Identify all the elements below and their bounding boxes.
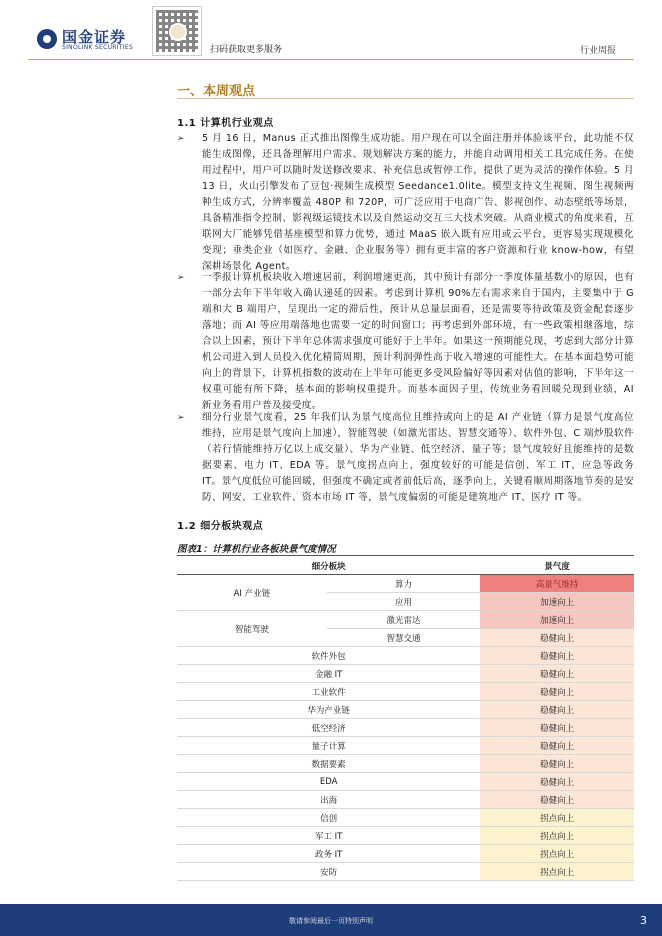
subsection-title-industry: 1.1 计算机行业观点 <box>177 118 274 129</box>
bullet-arrow-icon: ➢ <box>177 413 185 423</box>
qr-badge-icon <box>169 23 187 41</box>
table-cell-segment: 金融 IT <box>177 665 480 683</box>
table-cell-segment: 出海 <box>177 791 480 809</box>
table-cell-level: 加速向上 <box>480 611 634 629</box>
header-divider <box>28 59 634 60</box>
table-row <box>177 665 634 683</box>
table-cell-level: 稳健向上 <box>480 683 634 701</box>
table-cell-level: 稳健向上 <box>480 719 634 737</box>
table-cell-segment: 工业软件 <box>177 683 480 701</box>
table-cell-level: 加速向上 <box>480 593 634 611</box>
paragraph-2: 一季报计算机板块收入增速居前，利润增速更高，其中预计有部分一季度体量基数小的原因，也有一部分去年下半年收入确认递延的因素。考虑到计算机 90%左右需求来自于国内，主要集中于 G 端和大 B 端用户，呈现出一定的滞后性，预计从总量层面看，还是需要等待政策及资金配套逐步落地；而 AI 等应用端落地也需要一定的时间窗口；再考虑到外部环境，有一些政策相继落地，综合以上因素，预计下半年总体需求强度可能好于上半年。如果这一预期能兑现，考虑到大部分计算机公司进入到人员投入优化精简周期，预计利润弹性高于收入增速的可能性大。在基本面趋势可能向上的背景下，计算机指数的波动在上半年可能更多受风险偏好等因素对估值的影响，下半年这一权重可能有所下降，基本面的影响权重提升。而基本面因子里，传统业务看回暖兑现到业绩，AI 新业务看用户普及接受度。 <box>202 272 634 411</box>
table-row <box>177 701 634 719</box>
table-row <box>177 737 634 755</box>
table-cell-segment: 量子计算 <box>177 737 480 755</box>
table-row <box>177 791 634 809</box>
table-title: 图表1：计算机行业各板块景气度情况 <box>177 544 336 555</box>
table-cell-segment: 激光雷达 <box>327 611 481 629</box>
table-cell-level: 拐点向上 <box>480 827 634 845</box>
table-cell-level: 稳健向上 <box>480 737 634 755</box>
table-cell-segment: 软件外包 <box>177 647 480 665</box>
table-cell-parent: AI 产业链 <box>177 575 327 611</box>
table-cell-level: 拐点向上 <box>480 845 634 863</box>
table-cell-segment: 应用 <box>327 593 481 611</box>
table-row <box>177 683 634 701</box>
table-row <box>177 863 634 881</box>
col-header-level: 景气度 <box>480 557 634 575</box>
col-header-segment: 细分板块 <box>177 557 480 575</box>
bullet-arrow-icon: ➢ <box>177 134 185 144</box>
sector-table <box>177 557 634 881</box>
table-cell-level: 稳健向上 <box>480 773 634 791</box>
table-row <box>177 647 634 665</box>
table-cell-segment: 政务 IT <box>177 845 480 863</box>
table-cell-segment: 华为产业链 <box>177 701 480 719</box>
table-cell-level: 稳健向上 <box>480 791 634 809</box>
table-row <box>177 575 634 593</box>
table-cell-segment: 数据要素 <box>177 755 480 773</box>
subsection-title-sectors: 1.2 细分板块观点 <box>177 521 264 532</box>
table-row <box>177 809 634 827</box>
table-cell-segment: 算力 <box>327 575 481 593</box>
table-row <box>177 755 634 773</box>
report-type: 行业周报 <box>580 46 617 56</box>
table-cell-segment: 军工 IT <box>177 827 480 845</box>
scan-prompt: 扫码获取更多服务 <box>210 45 283 55</box>
table-cell-level: 稳健向上 <box>480 755 634 773</box>
table-cell-segment: EDA <box>177 773 480 791</box>
section-title: 一、本周观点 <box>177 84 256 99</box>
page-number: 3 <box>640 914 647 927</box>
qr-code-icon[interactable] <box>152 6 202 56</box>
table-row <box>177 845 634 863</box>
table-cell-level: 稳健向上 <box>480 701 634 719</box>
paragraph-3: 细分行业景气度看，25 年我们认为景气度高位且维持或向上的是 AI 产业链（算力是景气度高位维持，应用是景气度向上加速），智能驾驶（如激光雷达、智慧交通等）、软件外包、C 端炒股软件（若行情能维持万亿以上成交量）、华为产业链、低空经济、量子等；景气度较好且能维持的是数据要素、电力 IT、EDA 等。景气度拐点向上，强度较好的可能是信创、军工 IT、应急等政务 IT。景气度低位可能回暖，但强度不确定或者前低后高，逐季向上，关键看顺周期落地节奏的是安防、网安、工业软件、资本市场 IT 等，景气度偏弱的可能是建筑地产 IT、医疗 IT 等。 <box>202 412 634 503</box>
table-cell-level: 稳健向上 <box>480 647 634 665</box>
table-cell-segment: 信创 <box>177 809 480 827</box>
table-cell-level: 稳健向上 <box>480 629 634 647</box>
footer-disclaimer: 敬请参阅最后一页特别声明 <box>289 917 373 925</box>
table-title-divider <box>177 555 634 556</box>
logo-english-name: SINOLINK SECURITIES <box>62 44 134 51</box>
bullet-arrow-icon: ➢ <box>177 273 185 283</box>
table-row <box>177 827 634 845</box>
paragraph-1: 5 月 16 日，Manus 正式推出图像生成功能。用户现在可以全面注册并体验该平台，此功能不仅能生成图像，还具备理解用户需求、规划解决方案的能力，并能自动调用相关工具完成任务。在使用过程中，用户可以随时发送修改要求、补充信息或暂停工作，提供了更为灵活的操作体验。5 月 13 日，火山引擎发布了豆包·视频生成模型 Seedance1.0lite。模型支持文生视频、图生视频两种生成方式，分辨率覆盖 480P 和 720P，可广泛应用于电商广告、影视创作、动态壁纸等场景，具备精准指令控制、影视级运镜技术以及自然运动交互三大技术突破。从商业模式的角度来看，互联网大厂能够凭借基座模型和算力优势，通过 MaaS 嵌入既有应用或云平台，更容易实现规模化变现；垂类企业（如医疗、金融、企业服务等）拥有更丰富的客户资源和行业 know-how，有望深耕场景化 Agent。 <box>202 133 634 272</box>
table-cell-level: 稳健向上 <box>480 665 634 683</box>
table-row <box>177 719 634 737</box>
table-cell-parent: 智能驾驶 <box>177 611 327 647</box>
logo-icon <box>37 29 57 49</box>
table-cell-level: 拐点向上 <box>480 809 634 827</box>
table-row <box>177 773 634 791</box>
table-cell-level: 高景气维持 <box>480 575 634 593</box>
table-cell-segment: 安防 <box>177 863 480 881</box>
logo-name: 国金证券 <box>62 28 127 46</box>
table-cell-segment: 智慧交通 <box>327 629 481 647</box>
table-cell-segment: 低空经济 <box>177 719 480 737</box>
table-row <box>177 611 634 629</box>
section-divider <box>177 98 634 99</box>
table-cell-level: 拐点向上 <box>480 863 634 881</box>
table-header-row <box>177 557 634 575</box>
